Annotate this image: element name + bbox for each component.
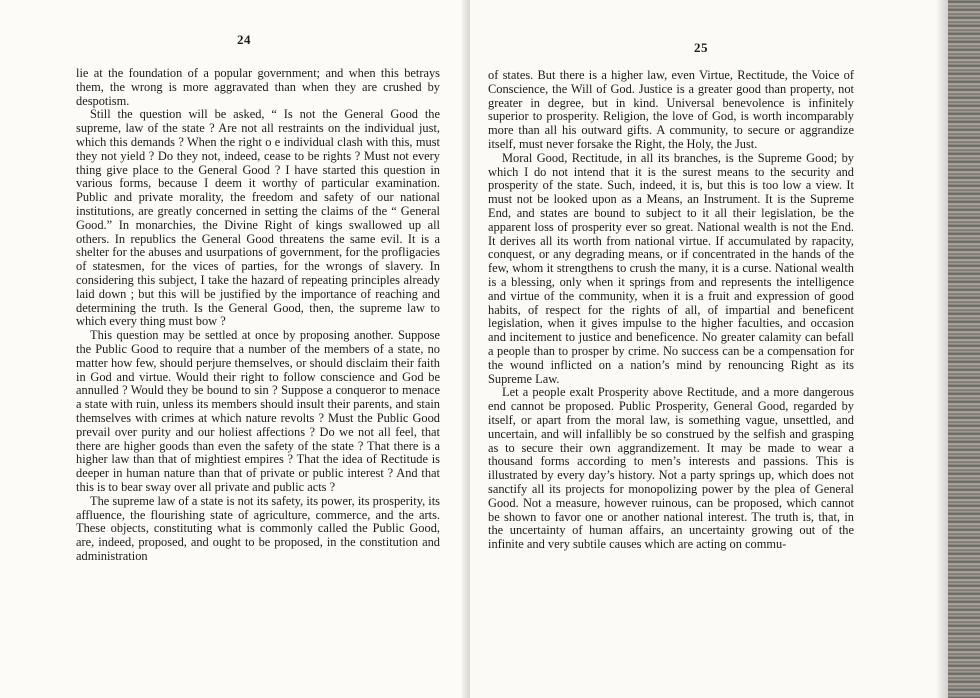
page-edges [948, 0, 980, 698]
paragraph: lie at the foundation of a popular government; and when this betrays them, the wrong is more aggravated than when they are crushed by despotism. [76, 66, 440, 108]
right-page [470, 0, 980, 698]
paragraph: Moral Good, Rectitude, in all its branches, is the Supreme Good; by which I do not intend that it is the surest means to the security and prosperity of the state. Such, indeed, it is, but this is too low a view. It must not be looked upon as a Means, an Instrument. It is the Supreme End, and states are bound to subject to it all their legislation, be the apparent loss of prosperity ever so great. National wealth is not the End. It derives all its worth from national virtue. If accumulated by rapacity, conquest, or any degrading means, or if concentrated in the hands of the few, whom it strengthens to crush the many, it is a curse. National wealth is a blessing, only when it springs from and represents the intelligence and virtue of the community, when it is a fruit and expression of good habits, of respect for the rights of all, of impartial and beneficent legislation, when it gives impulse to the higher faculties, and occasion and incitement to justice and beneficence. No greater calamity can befall a people than to prosper by crime. No success can be a compensation for the wound inflicted on a nation’s mind by renouncing Right as its Supreme Law. [488, 150, 854, 386]
paragraph: This question may be settled at once by proposing another. Suppose the Public Good to require that a number of the members of a state, no matter how few, should perjure themselves, or should disclaim their faith in God and virtue. Would their right to follow conscience and God be annulled ? Would they be bound to sin ? Suppose a conqueror to menace a state with ruin, unless its members should insult their parents, and stain themselves with crimes at which nature revolts ? Must the Public Good prevail over purity and our holiest affections ? Do we not all feel, that there are higher goods than even the safety of the state ? That there is a higher law than that of mightiest empires ? That the idea of Rectitude is deeper in human nature than that of private or public interest ? And that this is to bear sway over all private and public acts ? [76, 328, 440, 494]
paragraph: of states. But there is a higher law, even Virtue, Rectitude, the Voice of Conscience, the Will of God. Justice is a greater good than property, not greater in degree, but in kind. Universal benevolence is infinitely superior to prosperity. Religion, the love of God, is worth incomparably more than all his outward gifts. A community, to secure or aggrandize itself, must never forsake the Right, the Holy, the Just. [488, 68, 854, 151]
paragraph: The supreme law of a state is not its safety, its power, its prosperity, its affluence, the flourishing state of agriculture, commerce, and the arts. These objects, constituting what is commonly called the Public Good, are, indeed, proposed, and ought to be proposed, in the constitution and administration [76, 493, 440, 563]
paragraph: Still the question will be asked, “ Is not the General Good the supreme, law of the state ? Are not all restraints on the individual just, which this demands ? When the right o e individual clash with this, must they not yield ? Do they not, indeed, cease to be rights ? Must not every thing give place to the General Good ? I have started this question in various forms, because I deem it worthy of particular examination. Public and private morality, the freedom and safety of our national institutions, are greatly concerned in setting the claims of the “ General Good.” In monarchies, the Divine Right of kings swallowed up all others. In republics the General Good threatens the same evil. It is a shelter for the abuses and usurpations of government, for the profligacies of statesmen, for the vices of parties, for the wrongs of slavery. In considering this subject, I take the hazard of repeating principles already laid down ; but this will be justified by the importance of reaching and determining the truth. Is the General Good, then, the supreme law to which every thing must bow ? [76, 107, 440, 329]
page-body [76, 67, 440, 564]
page-body [488, 69, 854, 552]
page-number: 24 [237, 32, 251, 47]
page-number: 25 [694, 40, 708, 55]
left-page [0, 0, 470, 698]
paragraph: Let a people exalt Prosperity above Rectitude, and a more dangerous end cannot be proposed. Public Prosperity, General Good, regarded by itself, or apart from the moral law, is something vague, unsettled, and uncertain, and will infallibly be so construed by the selfish and grasping as to secure their own aggrandizement. It may be made to wear a thousand forms according to men’s interests and passions. This is illustrated by every day’s history. Not a party springs up, which does not sanctify all its projects for monopolizing power by the plea of General Good. Not a measure, however ruinous, can be proposed, which cannot be shown to favor one or another national interest. The truth is, that, in the uncertainty of human affairs, an uncertainty growing out of the infinite and very subtile causes which are acting on commu- [488, 385, 854, 552]
